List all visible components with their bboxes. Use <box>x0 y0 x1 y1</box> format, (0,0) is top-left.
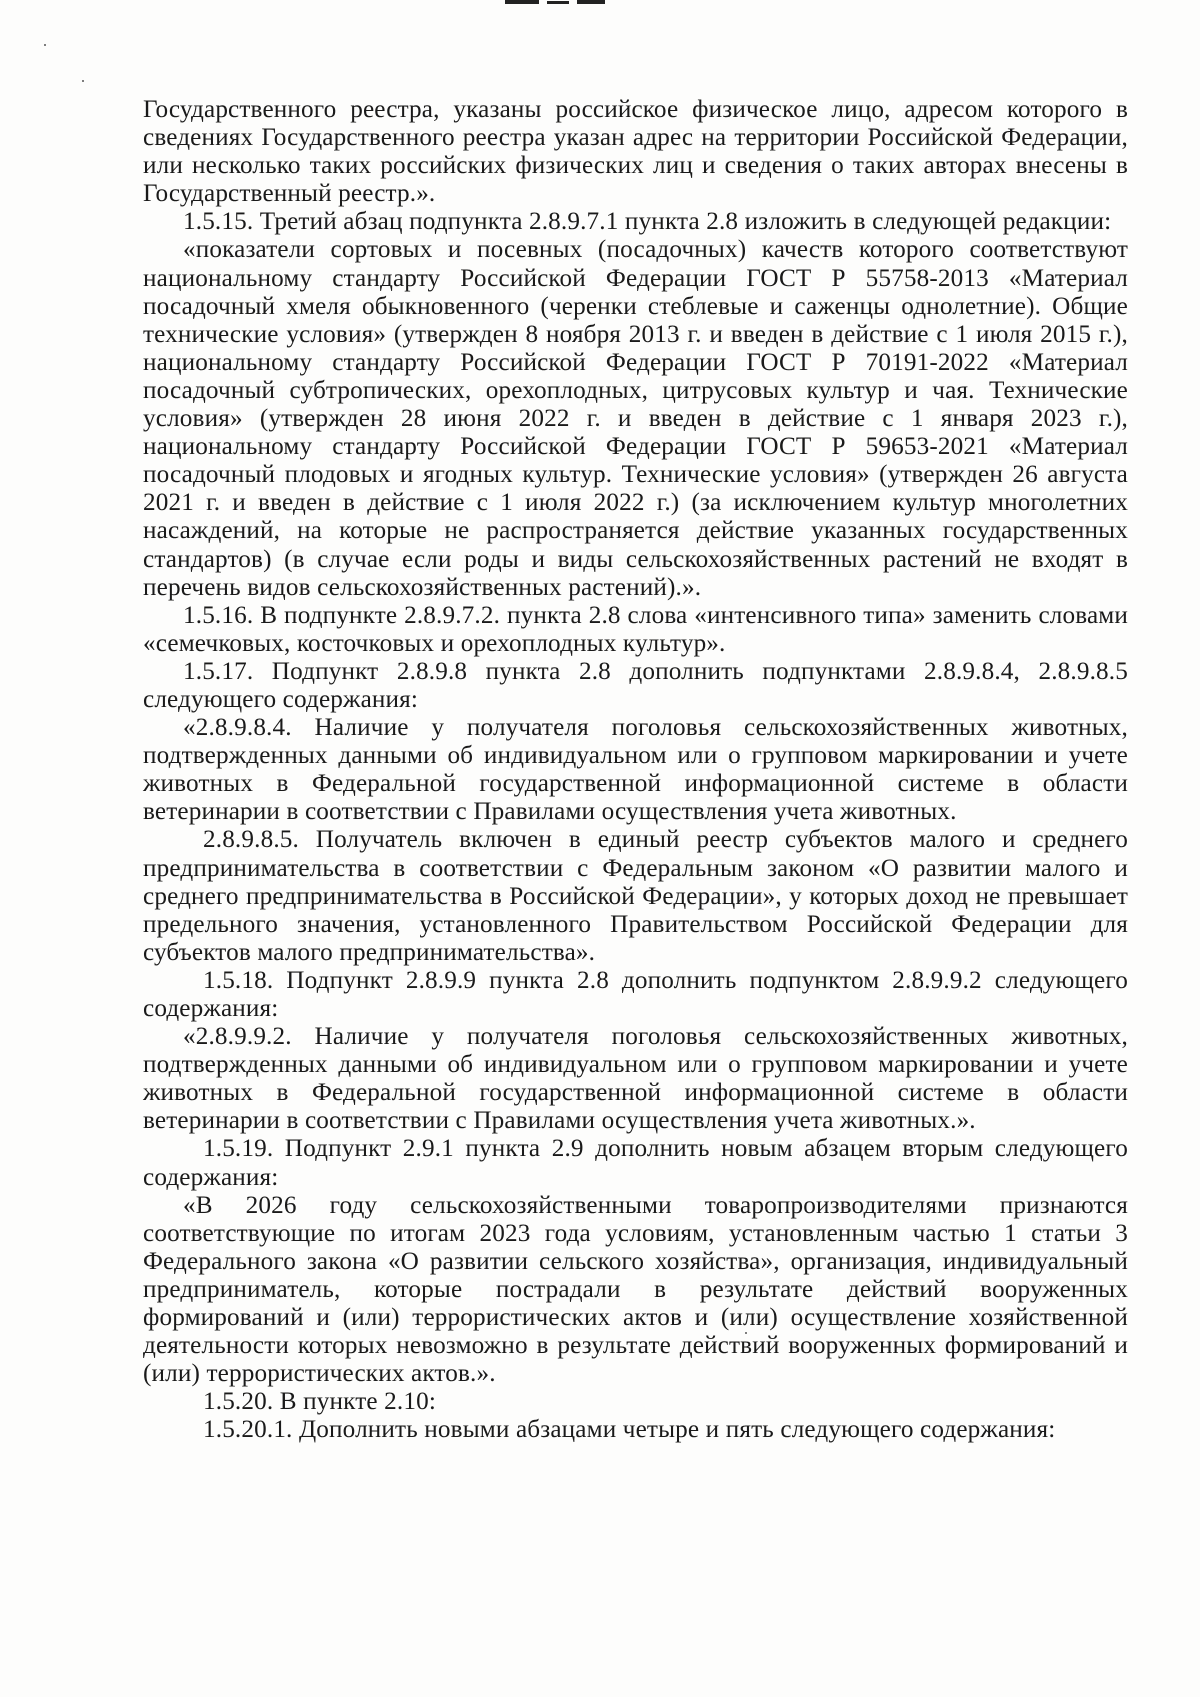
scan-speck <box>82 80 84 82</box>
paragraph-quote-2026: «В 2026 году сельскохозяйственными товаропроизводителями признаются соответствующие по итогам 2023 года условиям, установленным частью 1 статьи 3 Федерального закона «О развитии сельского хозяйства», организация, индивидуальный предприниматель, которые пострадали в результате действий вооруженных формирований и (или) террористических актов и (или) осуществление хозяйственной деятельности которых невозможно в результате действий вооруженных формирований и (или) террористических актов.». <box>143 1191 1128 1388</box>
paragraph-continuation: Государственного реестра, указаны российское физическое лицо, адресом которого в сведениях Государственного реестра указан адрес на территории Российской Федерации, или несколько таких российских физических лиц и сведения о таких авторах внесены в Государственный реестр.». <box>143 96 1128 208</box>
scan-artifact <box>505 0 605 4</box>
paragraph-item-1-5-17: 1.5.17. Подпункт 2.8.9.8 пункта 2.8 дополнить подпунктами 2.8.9.8.4, 2.8.9.8.5 следующего содержания: <box>143 657 1128 713</box>
paragraph-item-1-5-18: 1.5.18. Подпункт 2.8.9.9 пункта 2.8 дополнить подпунктом 2.8.9.9.2 следующего содержания: <box>143 966 1128 1022</box>
paragraph-item-1-5-20-1: 1.5.20.1. Дополнить новыми абзацами четыре и пять следующего содержания: <box>203 1416 1056 1444</box>
scan-speck <box>44 44 46 46</box>
paragraph-item-1-5-19: 1.5.19. Подпункт 2.9.1 пункта 2.9 дополнить новым абзацем вторым следующего содержания: <box>143 1135 1128 1191</box>
paragraph-quote-2-8-9-8-5: 2.8.9.8.5. Получатель включен в единый реестр субъектов малого и среднего предпринимательства в соответствии с Федеральным законом «О развитии малого и среднего предпринимательства в Российской Федерации», у которых доход не превышает предельного значения, установленного Правительством Российской Федерации для субъектов малого предпринимательства». <box>143 826 1128 966</box>
paragraph-quote-2-8-9-9-2: «2.8.9.9.2. Наличие у получателя поголовья сельскохозяйственных животных, подтвержденных данными об индивидуальном или о групповом маркировании и учете животных в Федеральной государственной информационной системе в области ветеринарии в соответствии с Правилами осуществления учета животных.». <box>143 1023 1128 1135</box>
paragraph-item-1-5-15: 1.5.15. Третий абзац подпункта 2.8.9.7.1 пункта 2.8 изложить в следующей редакции: <box>183 208 1112 236</box>
paragraph-item-1-5-20: 1.5.20. В пункте 2.10: <box>203 1388 436 1416</box>
document-body <box>143 96 1128 1445</box>
paragraph-item-1-5-16: 1.5.16. В подпункте 2.8.9.7.2. пункта 2.8 слова «интенсивного типа» заменить словами «семечковых, косточковых и орехоплодных культур». <box>143 601 1128 657</box>
paragraph-quote-2-8-9-8-4: «2.8.9.8.4. Наличие у получателя поголовья сельскохозяйственных животных, подтвержденных данными об индивидуальном или о групповом маркировании и учете животных в Федеральной государственной информационной системе в области ветеринарии в соответствии с Правилами осуществления учета животных. <box>143 714 1128 826</box>
paragraph-quote-gost: «показатели сортовых и посевных (посадочных) качеств которого соответствуют национальному стандарту Российской Федерации ГОСТ Р 55758-2013 «Материал посадочный хмеля обыкновенного (черенки стеблевые и саженцы однолетние). Общие технические условия» (утвержден 8 ноября 2013 г. и введен в действие с 1 июля 2015 г.), национальному стандарту Российской Федерации ГОСТ Р 70191-2022 «Материал посадочный субтропических, орехоплодных, цитрусовых культур и чая. Технические условия» (утвержден 28 июня 2022 г. и введен в действие с 1 января 2023 г.), национальному стандарту Российской Федерации ГОСТ Р 59653-2021 «Материал посадочный плодовых и ягодных культур. Технические условия» (утвержден 26 августа 2021 г. и введен в действие с 1 июля 2022 г.) (за исключением культур многолетних насаждений, на которые не распространяется действие указанных государственных стандартов) (в случае если роды и виды сельскохозяйственных растений не входят в перечень видов сельскохозяйственных растений).». <box>143 236 1128 601</box>
